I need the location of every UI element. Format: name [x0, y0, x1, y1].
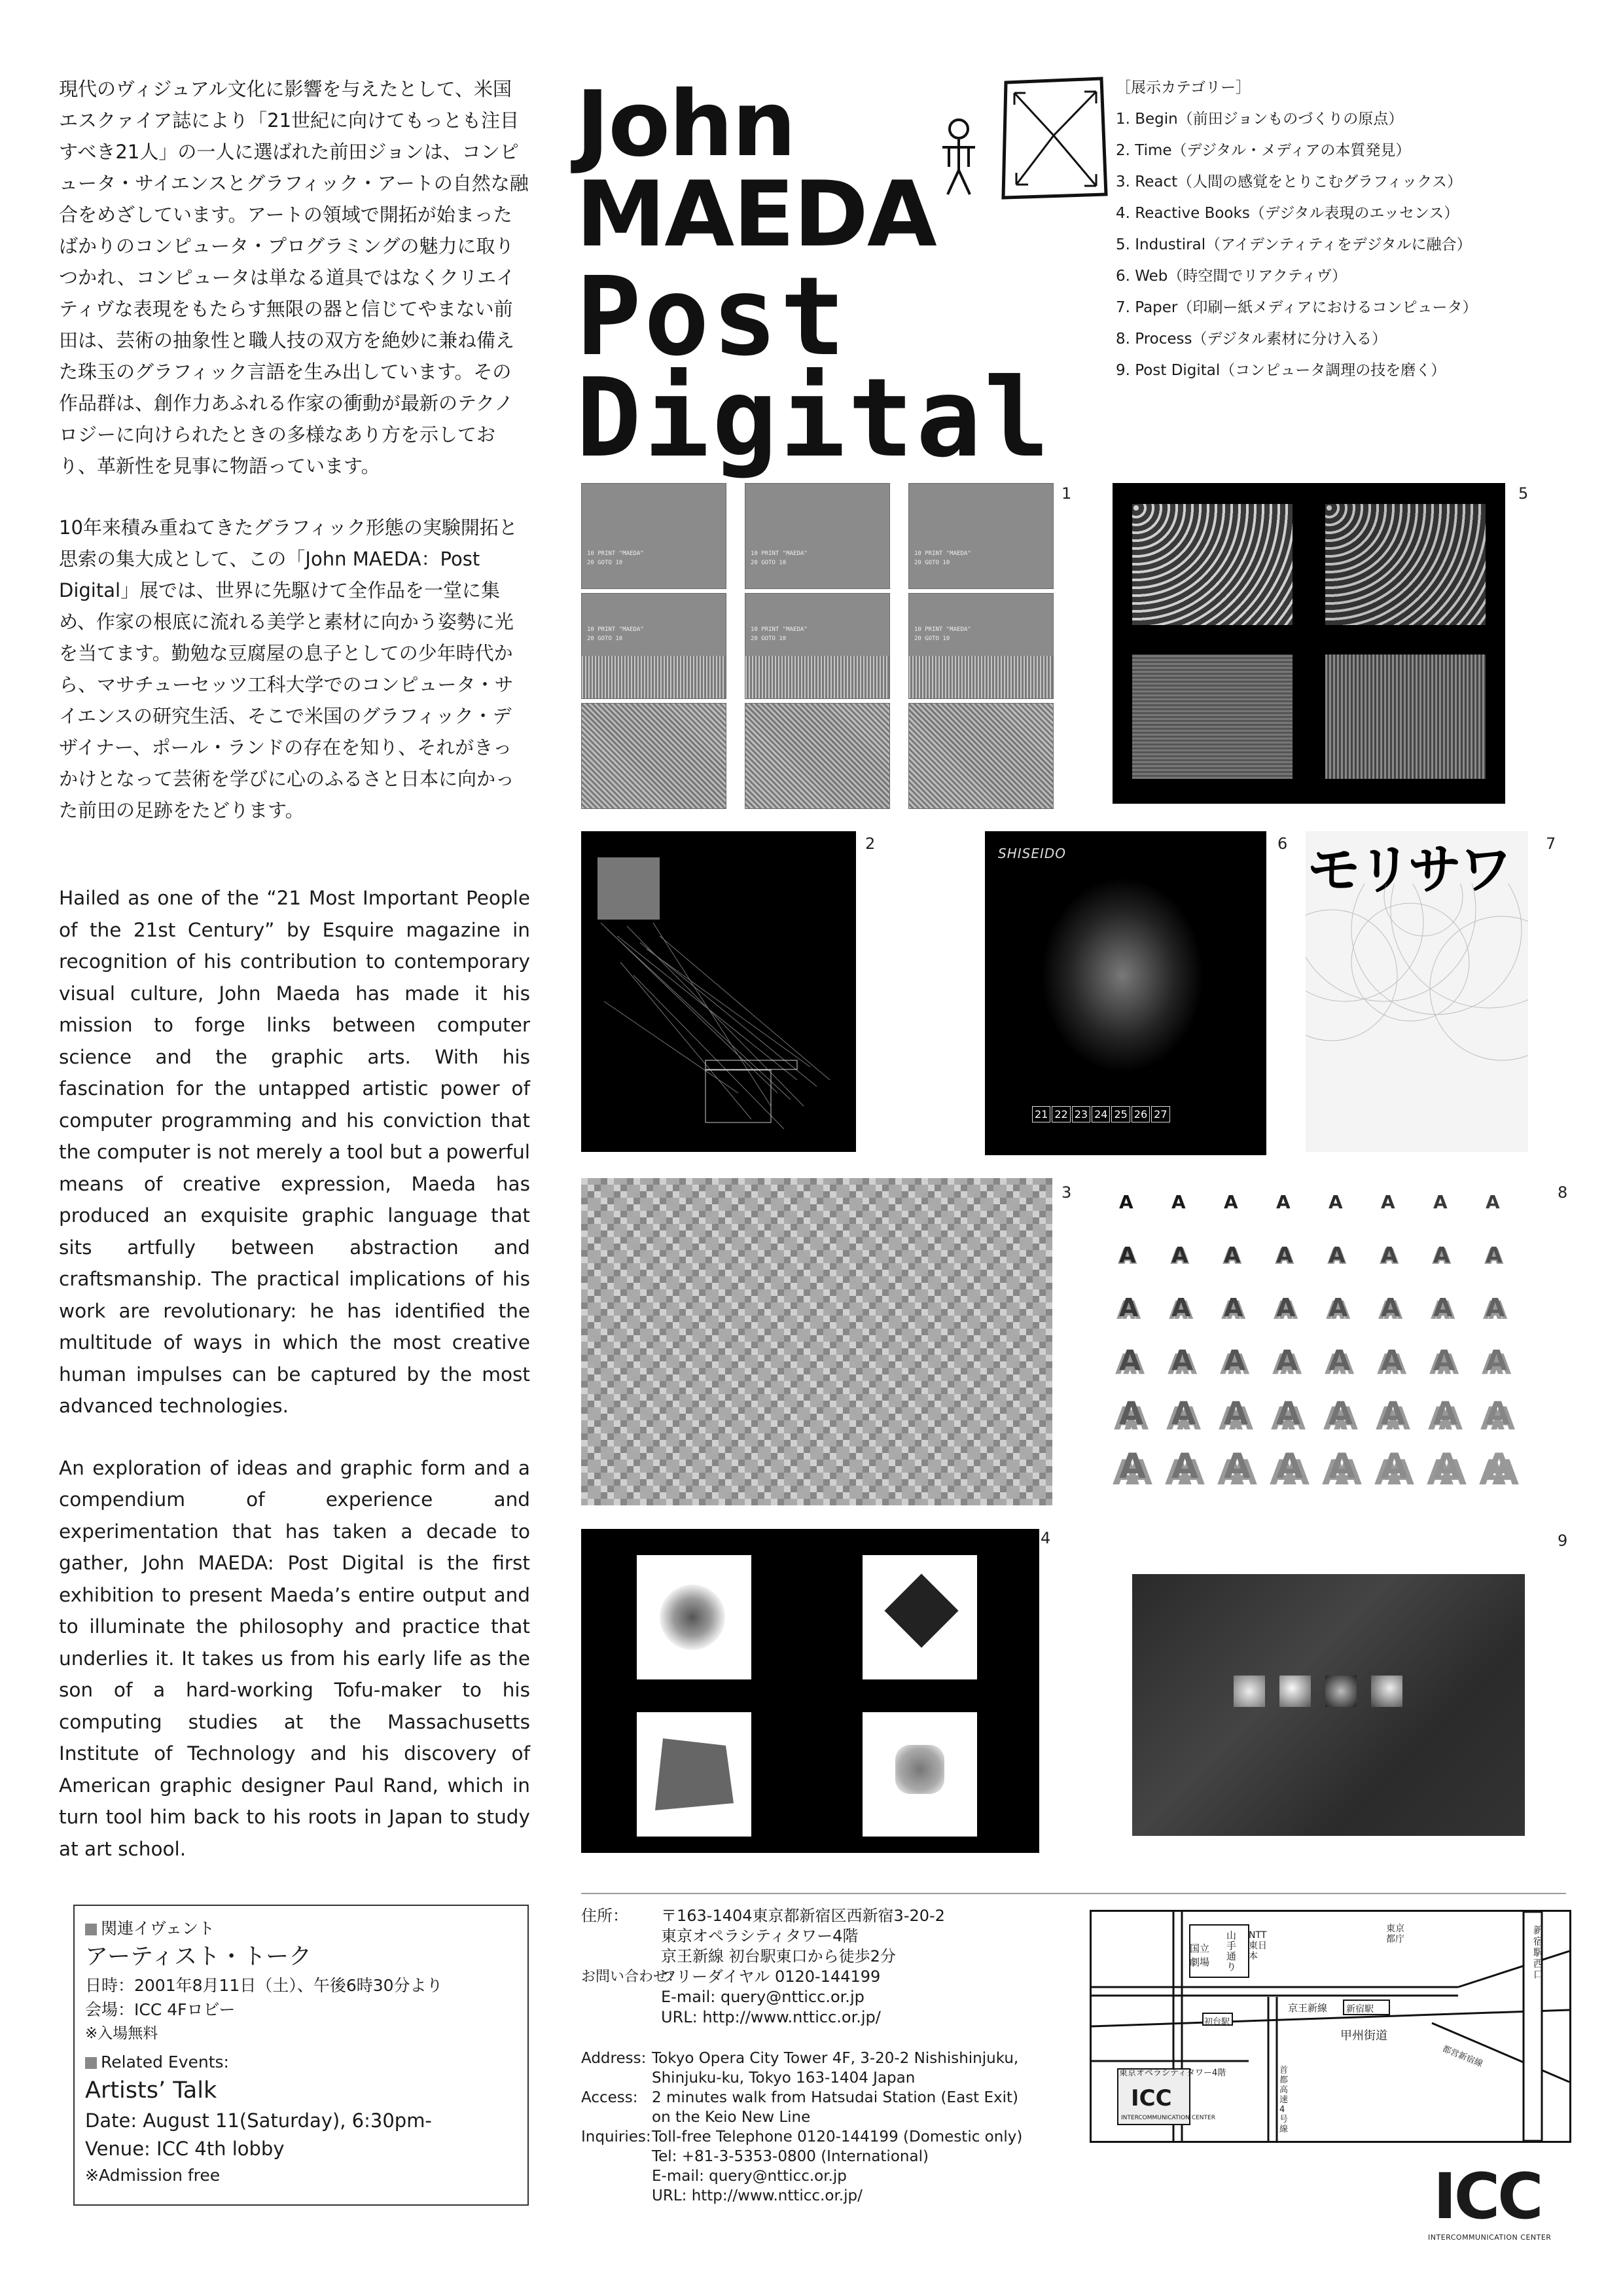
figure-number-5: 5	[1518, 484, 1529, 503]
screen-capture	[581, 703, 726, 809]
letter-a-variation: A	[1329, 1344, 1351, 1377]
screen-code-line: 10 PRINT "MAEDA"	[914, 550, 971, 557]
letter-a-variation: A	[1329, 1395, 1353, 1432]
address-en-line: Tokyo Opera City Tower 4F, 3-20-2 Nishishinjuku,	[652, 2050, 1019, 2067]
map-label-hatsudai: 初台駅	[1204, 2017, 1230, 2027]
letter-a-variation: A	[1486, 1191, 1500, 1213]
figure-2-time	[581, 831, 856, 1152]
food-photo	[1371, 1676, 1402, 1707]
en-paragraph-2: An exploration of ideas and graphic form and a compendium of experience and experimentation that has taken a decade to gather, John MAEDA: Post Digital is the first exhibition to present Maeda’s entire output and to illuminate the philosophy and practice that underlies it. It takes us from his early life as the son of a hard-working Tofu-maker to his computing studies at the Massachusetts Institute of Technology and his discovery of American graphic designer Paul Rand, which in turn tool him back to his roots in Japan to study at art school.	[59, 1456, 530, 1860]
letter-a-variation: A	[1224, 1344, 1246, 1377]
figure-1-begin	[581, 483, 1052, 797]
email-link[interactable]: E-mail: query@ntticc.or.jp	[661, 1988, 865, 2006]
screen-code-line: 20 GOTO 10	[914, 560, 950, 566]
bullet-square	[85, 2057, 97, 2069]
letter-a-variation: A	[1171, 1395, 1196, 1432]
jp-event-header: 関連イヴェント	[101, 1919, 215, 1938]
map-icc-sub: INTERCOMMUNICATION CENTER	[1121, 2115, 1215, 2121]
figure-number-9: 9	[1558, 1532, 1568, 1550]
screen-pattern	[745, 656, 889, 698]
screen-code-line: 10 PRINT "MAEDA"	[914, 626, 971, 633]
category-item: 1. Begin（前田ジョンものづくりの原点）	[1116, 111, 1404, 128]
calendar-day: 24	[1092, 1106, 1110, 1122]
screen-capture	[908, 703, 1054, 809]
screen-code-line: 20 GOTO 10	[914, 636, 950, 642]
letter-a-variation: A	[1433, 1395, 1458, 1432]
tel-line: Tel: +81-3-5353-0800 (International)	[652, 2148, 929, 2165]
access-map	[1090, 1910, 1571, 2143]
letter-a-variation: A	[1171, 1242, 1188, 1268]
address-line: 京王新線 初台駅東口から徒歩2分	[661, 1947, 896, 1965]
letter-a-variation: A	[1171, 1293, 1191, 1322]
figure-6-web	[985, 831, 1266, 1155]
screen-capture	[908, 483, 1054, 589]
food-photo	[1325, 1676, 1357, 1707]
email-link[interactable]: E-mail: query@ntticc.or.jp	[652, 2168, 847, 2185]
blob-shape	[895, 1745, 944, 1794]
icc-logo: ICC	[1433, 2160, 1541, 2233]
access-line: on the Keio New Line	[652, 2109, 811, 2126]
category-item: 2. Time（デジタル・メディアの本質発見）	[1116, 142, 1411, 159]
book-page	[863, 1712, 977, 1837]
category-item: 5. Industiral（アイデンティティをデジタルに融合）	[1116, 236, 1472, 253]
letter-a-variation: A	[1486, 1395, 1510, 1432]
letter-a-variation: A	[1171, 1344, 1194, 1377]
address-line: 東京オペラシティタワー4階	[661, 1927, 859, 1945]
title-post: Post	[576, 254, 848, 380]
map-label-ntt: NTT東日本	[1249, 1930, 1267, 1962]
letter-a-variation: A	[1119, 1395, 1144, 1432]
en-event-free: ※Admission free	[85, 2166, 221, 2185]
letter-a-variation: A	[1224, 1395, 1249, 1432]
jp-event-venue: 会場：ICC 4Fロビー	[85, 2000, 236, 2019]
exhibition-categories	[1116, 72, 1478, 386]
tollfree-line: Toll-free Telephone 0120-144199 (Domestic only)	[652, 2128, 1023, 2145]
en-event-title: Artists’ Talk	[85, 2077, 217, 2104]
screen-code-line: 20 GOTO 10	[751, 636, 787, 642]
map-label-national-theater: 国立劇場	[1190, 1943, 1210, 1968]
portrait-mosaic-image	[1132, 655, 1293, 779]
japanese-intro	[59, 73, 530, 856]
figure-number-3: 3	[1061, 1183, 1072, 1202]
screen-code-line: 10 PRINT "MAEDA"	[751, 550, 808, 557]
figure-number-2: 2	[865, 834, 876, 853]
screen-code-line: 10 PRINT "MAEDA"	[587, 550, 644, 557]
letter-a-variation: A	[1276, 1446, 1304, 1486]
map-label-tocho: 東京都庁	[1386, 1924, 1404, 1945]
letter-a-variation: A	[1329, 1191, 1343, 1213]
letter-a-variation: A	[1433, 1242, 1450, 1268]
number-cloud	[1041, 877, 1204, 1073]
en-event-header-row	[73, 2050, 531, 2074]
address-label-en: Address:	[581, 2050, 647, 2067]
letter-a-variation: A	[1329, 1293, 1348, 1322]
motion-trails	[581, 831, 856, 1152]
map-label-koshu-kaido: 甲州街道	[1340, 2029, 1387, 2043]
title-digital: Digital	[576, 355, 1052, 482]
letter-a-variation: A	[1276, 1395, 1301, 1432]
letter-a-variation: A	[1486, 1293, 1505, 1322]
figure-number-8: 8	[1558, 1183, 1568, 1202]
category-item: 8. Process（デジタル素材に分け入る）	[1116, 331, 1387, 348]
arrows-box-drawing	[998, 73, 1109, 201]
letter-a-variation: A	[1381, 1191, 1395, 1213]
letter-a-variation: A	[1329, 1446, 1356, 1486]
letter-a-variation: A	[1119, 1293, 1139, 1322]
inquiries-label: Inquiries:	[581, 2128, 651, 2145]
letter-a-variation: A	[1276, 1293, 1296, 1322]
figure-4-reactive-books	[581, 1529, 1039, 1853]
letter-a-variation: A	[1224, 1191, 1238, 1213]
screen-capture	[745, 703, 890, 809]
screen-code-line: 20 GOTO 10	[751, 560, 787, 566]
jp-event-title: アーティスト・トーク	[85, 1944, 312, 1970]
title-maeda: MAEDA	[576, 162, 936, 267]
letter-a-variation: A	[1329, 1242, 1346, 1268]
letter-a-variation: A	[1276, 1344, 1298, 1377]
screen-pattern	[582, 656, 726, 698]
en-paragraph-1: Hailed as one of the “21 Most Important People of the 21st Century” by Esquire magazine in recognition of his contribution to contemporary visual culture, John Maeda has made it his mission to forge links between computer science and the graphic arts. With his fascination for the untapped artistic power of computer programming and his conviction that the computer is not merely a tool but a powerful means of creative expression, Maeda has produced an exquisite graphic language that sits artfully between abstraction and craftsmanship. The practical implications of his work are revolutionary: he has identified the multitude of ways in which the most creative human impulses can be captured by the most advanced technologies.	[59, 887, 530, 1417]
mosaic-overlay	[581, 1178, 1052, 1505]
scatter-shape	[660, 1585, 725, 1650]
diamond-shape	[884, 1573, 958, 1647]
jp-paragraph-2: 10年来積み重ねてきたグラフィック形態の実験開拓と思索の集大成として、この「John MAEDA：Post Digital」展では、世界に先駆けて全作品を一堂に集め、作家の根底に流れる美学と素材に向かう姿勢に光を当てます。勤勉な豆腐屋の息子としての少年時代から、マサチューセッツ工科大学でのコンピュータ・サイエンスの研究生活、そこで米国のグラフィック・デザイナー、ポール・ランドの存在を知り、それがきっかけとなって芸術を学びに心のふるさと日本に向かった前田の足跡をたどります。	[59, 516, 518, 821]
category-item: 4. Reactive Books（デジタル表現のエッセンス）	[1116, 205, 1459, 222]
letter-a-variation: A	[1486, 1446, 1513, 1486]
figure-3-react	[581, 1178, 1052, 1505]
english-intro	[59, 882, 530, 1895]
screen-capture	[581, 483, 726, 589]
letter-a-variation: A	[1276, 1191, 1291, 1213]
letter-a-variation: A	[1224, 1446, 1251, 1486]
jp-event-header-row	[73, 1916, 531, 1941]
bullet-square	[85, 1924, 97, 1935]
letter-a-variation: A	[1381, 1446, 1408, 1486]
category-item: 9. Post Digital（コンピュータ調理の技を磨く）	[1116, 362, 1446, 379]
letter-a-variation: A	[1119, 1344, 1141, 1377]
jp-event-free: ※入場無料	[85, 2025, 158, 2042]
letter-a-variation: A	[1486, 1344, 1508, 1377]
access-line: 2 minutes walk from Hatsudai Station (East Exit)	[652, 2089, 1018, 2106]
category-item: 7. Paper（印刷ー紙メディアにおけるコンピュータ）	[1116, 299, 1478, 316]
morisawa-logo: モリサワ	[1307, 839, 1510, 901]
figure-number-7: 7	[1546, 834, 1556, 853]
map-label-yamate: 山手通り	[1226, 1929, 1237, 1973]
letter-a-variation: A	[1433, 1446, 1461, 1486]
phone-line: フリーダイヤル 0120-144199	[661, 1967, 881, 1986]
circle-pattern	[1306, 884, 1528, 1152]
figure-9-post-digital	[1132, 1574, 1525, 1836]
divider-line	[581, 1893, 1566, 1894]
warped-square	[655, 1738, 734, 1810]
letter-a-variation: A	[1171, 1191, 1186, 1213]
figure-5-industrial	[1113, 483, 1505, 804]
screen-code-line: 10 PRINT "MAEDA"	[751, 626, 808, 633]
category-item: 6. Web（時空間でリアクティヴ）	[1116, 268, 1347, 285]
calendar-day: 27	[1151, 1106, 1169, 1122]
letter-a-variation: A	[1433, 1344, 1455, 1377]
dot-matrix-image	[1132, 504, 1293, 625]
figure-number-4: 4	[1041, 1529, 1051, 1547]
book-page	[637, 1555, 751, 1679]
inquiry-label: お問い合わせ：	[581, 1969, 683, 1985]
screen-code-line: 20 GOTO 10	[587, 560, 623, 566]
address-label: 住所：	[581, 1907, 628, 1925]
map-label-keio-line: 京王新線	[1288, 2002, 1328, 2014]
letter-a-variation: A	[1119, 1446, 1147, 1486]
screen-capture	[581, 593, 726, 699]
book-page	[863, 1555, 977, 1679]
map-label-tower: 東京オペラシティタワー4階	[1119, 2068, 1226, 2078]
map-label-shinjuku-station: 新宿駅	[1346, 2004, 1374, 2015]
portrait-mosaic-image	[1325, 655, 1486, 779]
url-link[interactable]: URL: http://www.ntticc.or.jp/	[652, 2187, 863, 2204]
calendar-day: 22	[1052, 1106, 1070, 1122]
screen-code-line: 20 GOTO 10	[587, 636, 623, 642]
screen-pattern	[909, 656, 1053, 698]
letter-a-variation: A	[1119, 1242, 1136, 1268]
letter-a-variation: A	[1171, 1446, 1199, 1486]
figure-number-6: 6	[1277, 834, 1288, 853]
jp-event-date: 日時：2001年8月11日（土）、午後6時30分より	[85, 1976, 443, 1995]
letter-a-variation: A	[1433, 1293, 1453, 1322]
address-en	[581, 2049, 1092, 2278]
figure-7-paper	[1306, 831, 1528, 1152]
calendar-day: 25	[1111, 1106, 1130, 1122]
calendar-day: 26	[1132, 1106, 1150, 1122]
categories-header: ［展示カテゴリー］	[1116, 79, 1251, 96]
en-event-header: Related Events:	[101, 2053, 229, 2072]
map-icc-mark: ICC	[1131, 2085, 1172, 2111]
address-en-line: Shinjuku-ku, Tokyo 163-1404 Japan	[652, 2070, 916, 2087]
related-events-content	[73, 1916, 531, 2187]
food-photo	[1279, 1676, 1311, 1707]
screen-code-line: 10 PRINT "MAEDA"	[587, 626, 644, 633]
url-link[interactable]: URL: http://www.ntticc.or.jp/	[661, 2008, 881, 2026]
letter-a-variation: A	[1276, 1242, 1293, 1268]
letter-a-variation: A	[1224, 1293, 1243, 1322]
map-label-toei-line: 都営新宿線	[1440, 2044, 1484, 2070]
letter-a-variation: A	[1381, 1242, 1398, 1268]
category-item: 3. React（人間の感覚をとりこむグラフィックス）	[1116, 173, 1463, 190]
screen-capture	[745, 593, 890, 699]
figure-8-process	[1113, 1191, 1531, 1492]
access-label: Access:	[581, 2089, 638, 2106]
letter-a-variation: A	[1433, 1191, 1448, 1213]
dot-matrix-image	[1325, 504, 1486, 625]
calendar-day: 23	[1072, 1106, 1090, 1122]
letter-a-variation: A	[1119, 1191, 1133, 1213]
letter-a-variation: A	[1381, 1293, 1400, 1322]
letter-a-variation: A	[1486, 1242, 1503, 1268]
letter-a-variation: A	[1224, 1242, 1241, 1268]
icc-logo-sub: INTERCOMMUNICATION CENTER	[1428, 2233, 1552, 2242]
stick-figure-drawing	[929, 115, 988, 200]
map-label-nishiguchi: 新宿駅西口	[1533, 1924, 1544, 1981]
jp-paragraph-1: 現代のヴィジュアル文化に影響を与えたとして、米国エスクァイア誌により「21世紀に向けてもっとも注目すべき21人」の一人に選ばれた前田ジョンは、コンピュータ・サイエンスとグラフィック・アートの自然な融合をめざしています。アートの領域で開拓が始まったばかりのコンピュータ・プログラミングの魅力に取りつかれ、コンピュータは単なる道具ではなくクリエイティヴな表現をもたらす無限の器と信じてやまない前田は、芸術の抽象性と職人技の双方を絶妙に兼ね備えた珠玉のグラフィック言語を生み出しています。その作品群は、創作力あふれる作家の衝動が最新のテクノロジーに向けられたときの多様なあり方を示しており、革新性を見事に物語っています。	[59, 78, 529, 477]
screen-capture	[908, 593, 1054, 699]
letter-a-variation: A	[1381, 1395, 1406, 1432]
en-event-date: Date: August 11(Saturday), 6:30pm-	[85, 2109, 432, 2132]
calendar-day: 21	[1032, 1106, 1050, 1122]
book-page	[637, 1712, 751, 1837]
screen-capture	[745, 483, 890, 589]
figure-number-1: 1	[1061, 484, 1072, 503]
address-line: 〒163-1404東京都新宿区西新宿3-20-2	[661, 1907, 945, 1925]
food-photo	[1234, 1676, 1265, 1707]
letter-a-variation: A	[1381, 1344, 1403, 1377]
en-event-venue: Venue: ICC 4th lobby	[85, 2138, 285, 2160]
calendar-row	[1032, 1106, 1170, 1122]
shiseido-logo-text: SHISEIDO	[998, 846, 1067, 861]
title-john: John	[576, 71, 795, 177]
map-label-highway: 首都高速4号線	[1279, 2066, 1289, 2134]
